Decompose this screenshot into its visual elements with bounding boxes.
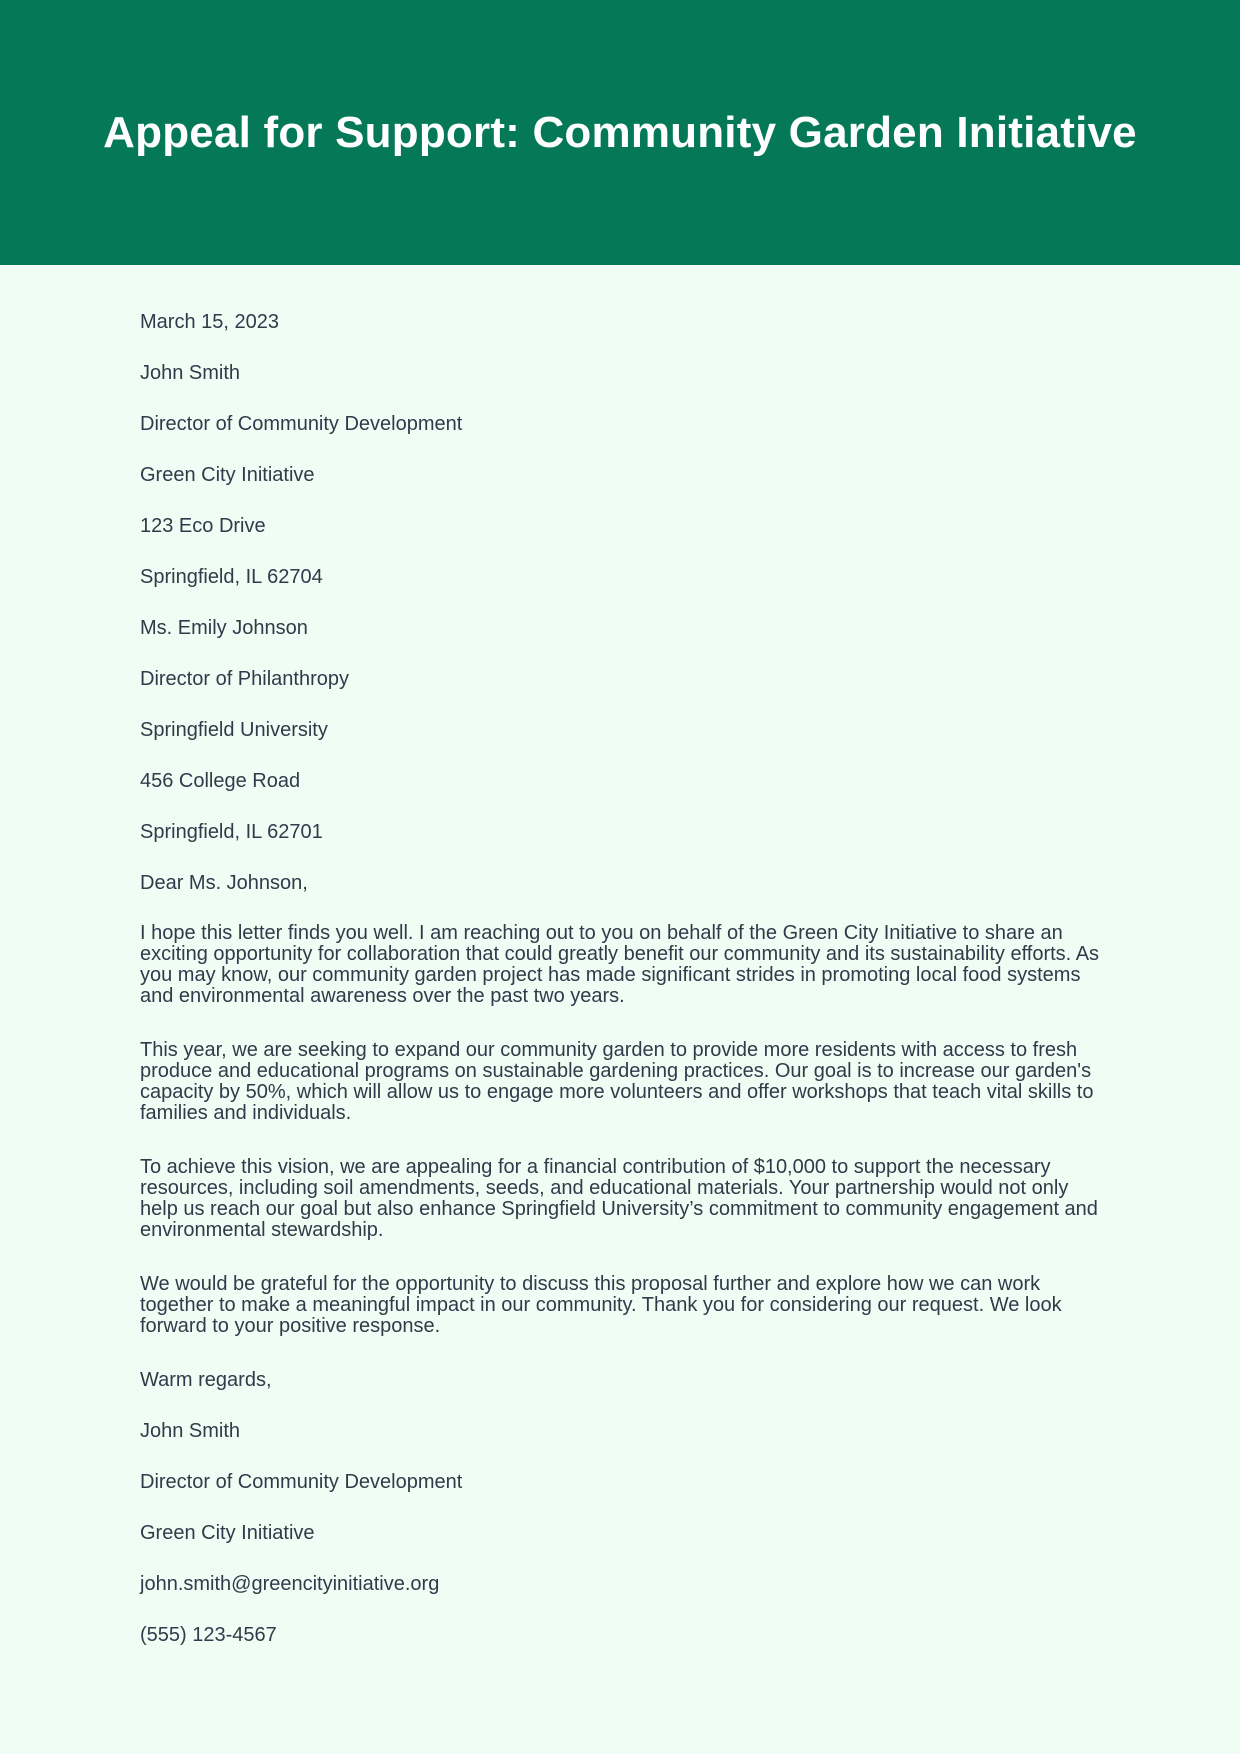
letter-title: Appeal for Support: Community Garden Initiative [103,107,1137,157]
salutation: Dear Ms. Johnson, [140,872,308,894]
sender-title: Director of Community Development [140,413,463,435]
recipient-title: Director of Philanthropy [140,668,349,690]
body-paragraph: This year, we are seeking to expand our community garden to provide more residents with access to fresh produce and educational programs on sustainable gardening practices. Our goal is to increase our garden's capacity by 50%, which will allow us to engage more volunteers and offer workshops that teach vital skills to families and individuals. [140,1039,1094,1124]
letter-date: March 15, 2023 [140,311,279,333]
letter-header [0,0,1240,265]
signature-name: John Smith [140,1420,241,1442]
recipient-city: Springfield, IL 62701 [140,821,323,843]
body-paragraph: To achieve this vision, we are appealing for a financial contribution of $10,000 to support the necessary resources, including soil amendments, seeds, and educational materials. Your partnership would not only help us reach our goal but also enhance Springfield University’s commitment to community engagement and environmental stewardship. [140,1156,1098,1241]
signature-email: john.smith@greencityinitiative.org [140,1573,440,1595]
body-paragraph: I hope this letter finds you well. I am reaching out to you on behalf of the Green City Initiative to share an exciting opportunity for collaboration that could greatly benefit our community and its sustainability efforts. As you may know, our community garden project has made significant strides in promoting local food systems and environmental awareness over the past two years. [140,922,1100,1007]
body-paragraph: We would be grateful for the opportunity to discuss this proposal further and explore how we can work together to make a meaningful impact in our community. Thank you for considering our request. We look forward to your positive response. [140,1273,1062,1337]
sender-name: John Smith [140,362,241,384]
recipient-organization: Springfield University [140,719,328,741]
signature-phone: (555) 123-4567 [140,1624,277,1646]
recipient-street: 456 College Road [140,770,301,792]
signature-organization: Green City Initiative [140,1522,315,1544]
sender-organization: Green City Initiative [140,464,315,486]
signature-title: Director of Community Development [140,1471,463,1493]
recipient-name: Ms. Emily Johnson [140,617,308,639]
sender-city: Springfield, IL 62704 [140,566,323,588]
sender-street: 123 Eco Drive [140,515,266,537]
closing: Warm regards, [140,1369,272,1391]
